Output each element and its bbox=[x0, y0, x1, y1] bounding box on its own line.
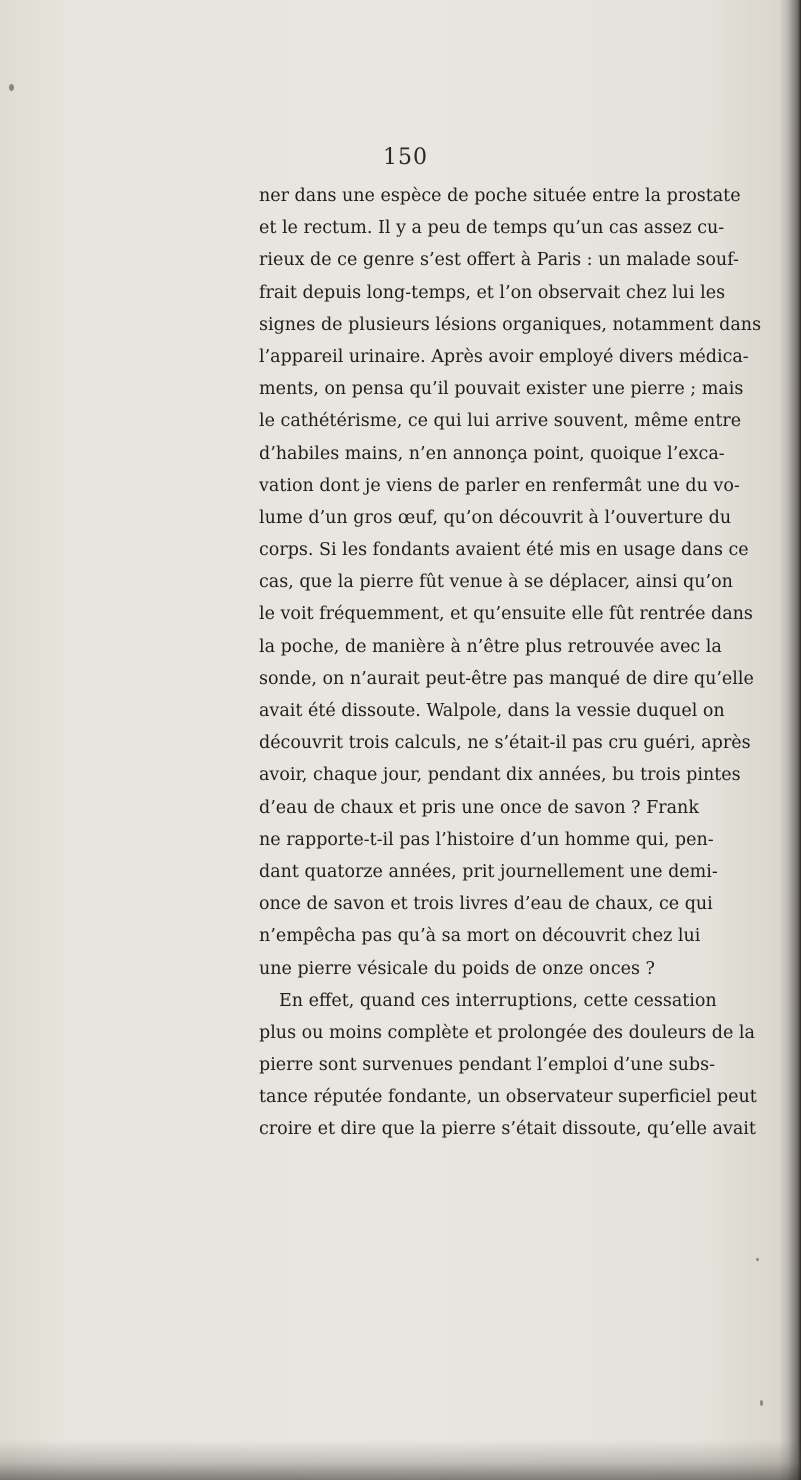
text-line: ner dans une espèce de poche située entre la prostate bbox=[259, 186, 741, 206]
page-edge-shadow bbox=[779, 0, 801, 1480]
text-line: une pierre vésicale du poids de onze onces ? bbox=[259, 958, 655, 979]
text-line: l’appareil urinaire. Après avoir employé divers médica- bbox=[259, 346, 749, 367]
text-line: n’empêcha pas qu’à sa mort on découvrit chez lui bbox=[259, 926, 701, 947]
text-line: d’habiles mains, n’en annonça point, quoique l’exca- bbox=[259, 443, 725, 464]
text-line: sonde, on n’aurait peut-être pas manqué de dire qu’elle bbox=[259, 668, 754, 689]
page-number: 150 bbox=[383, 145, 428, 170]
text-line: la poche, de manière à n’être plus retrouvée avec la bbox=[259, 636, 722, 657]
text-line: frait depuis long-temps, et l’on observait chez lui les bbox=[259, 282, 726, 303]
text-line: d’eau de chaux et pris une once de savon ? Frank bbox=[259, 797, 699, 818]
text-line: tance réputée fondante, un observateur superficiel peut bbox=[259, 1087, 757, 1108]
text-line: signes de plusieurs lésions organiques, notamment dans bbox=[259, 314, 762, 335]
paper-blemish bbox=[760, 1400, 763, 1406]
text-line: dant quatorze années, prit journellement une demi- bbox=[259, 861, 718, 882]
text-line: le cathétérisme, ce qui lui arrive souvent, même entre bbox=[259, 411, 742, 432]
text-line: découvrit trois calculs, ne s’était-il pas cru guéri, après bbox=[259, 733, 751, 754]
text-line: ne rapporte-t-il pas l’histoire d’un homme qui, pen- bbox=[259, 829, 714, 850]
page-bottom-shadow bbox=[0, 1440, 801, 1480]
body-text bbox=[259, 180, 776, 1146]
text-line: vation dont je viens de parler en renfermât une du vo- bbox=[259, 475, 740, 496]
text-line: pierre sont survenues pendant l’emploi d’une subs- bbox=[259, 1055, 715, 1076]
text-line: croire et dire que la pierre s’était dissoute, qu’elle avait bbox=[259, 1119, 756, 1140]
paragraph-start-line: En effet, quand ces interruptions, cette cessation bbox=[279, 990, 717, 1011]
text-line: cas, que la pierre fût venue à se déplacer, ainsi qu’on bbox=[259, 572, 733, 593]
text-line: le voit fréquemment, et qu’ensuite elle fût rentrée dans bbox=[259, 604, 753, 625]
text-line: lume d’un gros œuf, qu’on découvrit à l’ouverture du bbox=[259, 507, 732, 528]
paper-blemish bbox=[756, 1258, 759, 1261]
paper-blemish bbox=[9, 84, 14, 91]
text-line: once de savon et trois livres d’eau de chaux, ce qui bbox=[259, 894, 713, 915]
text-line: ments, on pensa qu’il pouvait exister une pierre ; mais bbox=[259, 379, 744, 400]
text-line: avait été dissoute. Walpole, dans la vessie duquel on bbox=[259, 701, 725, 721]
text-line: rieux de ce genre s’est offert à Paris : un malade souf- bbox=[259, 250, 739, 271]
text-line: plus ou moins complète et prolongée des douleurs de la bbox=[259, 1022, 755, 1043]
text-line: corps. Si les fondants avaient été mis en usage dans ce bbox=[259, 540, 749, 561]
text-line: avoir, chaque jour, pendant dix années, bu trois pintes bbox=[259, 765, 741, 786]
text-line: et le rectum. Il y a peu de temps qu’un cas assez cu- bbox=[259, 218, 725, 239]
